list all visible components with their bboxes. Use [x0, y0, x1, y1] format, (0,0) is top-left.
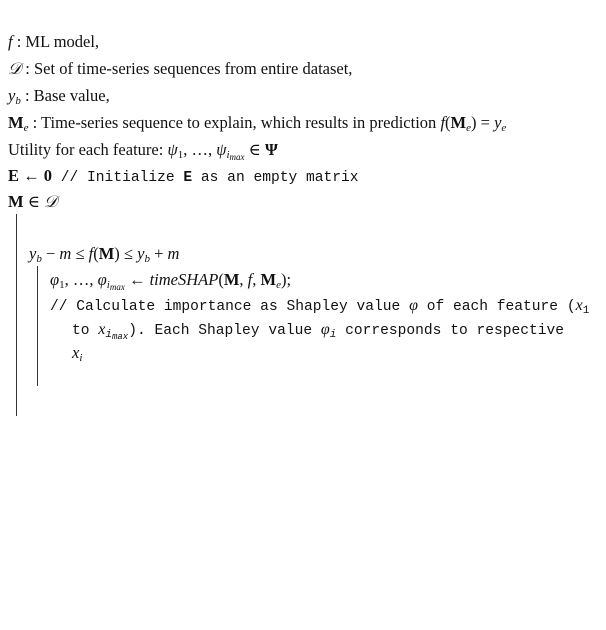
comment-shapley-3: $x_i$ [72, 343, 83, 364]
comment-shapley-2: to $x_{i_{max}}$). Each Shapley value $\varphi_i$ corresponds to respective [72, 321, 565, 342]
comment-shapley-1: // Calculate importance as Shapley value φ of each feature ($x_1$ [50, 297, 590, 317]
input-base-value: $y_b$ : Base value, [8, 86, 110, 107]
foreach-dataset-line: M ∈ 𝒟 [8, 192, 58, 211]
input-f: f : ML model, [8, 32, 100, 51]
foreach-scope-bar [16, 214, 17, 416]
timeshap-line: $\varphi_1$, …, $\varphi_{i_{max}}$ ← timeSHAP(M, f, $M_e$); [50, 270, 292, 292]
if-scope-bar [37, 266, 38, 386]
output-line: Utility for each feature: $\psi_1$, …, $\psi_{i_{max}}$ ∈ Ψ [8, 140, 278, 162]
if-line: $y_b - m \le f(M) \le y_b + m$ [29, 244, 180, 265]
input-dataset: 𝒟 : Set of time-series sequences from entire dataset, [8, 59, 353, 78]
input-sequence: $M_e$ : Time-series sequence to explain, which results in prediction $f(M_e) = y_e$ [8, 113, 507, 134]
init-e-line: E ← 0 // Initialize E as an empty matrix [8, 166, 359, 186]
